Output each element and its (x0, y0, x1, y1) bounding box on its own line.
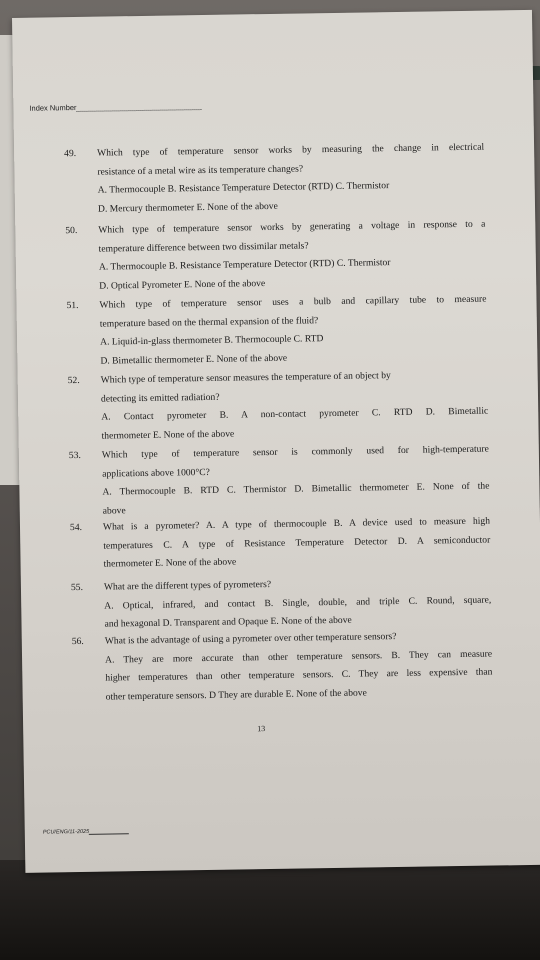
question-line: detecting its emitted radiation? (100, 391, 220, 405)
question-line: A. Optical, infrared, and contact B. Single, double, and triple C. Round, square, (104, 594, 492, 612)
question-line: A. Thermocouple B. Resistance Temperature Detector (RTD) C. Thermistor (97, 180, 390, 196)
question-line: above (102, 504, 126, 517)
question-number: 52. (67, 374, 80, 387)
question-line: resistance of a metal wire as its temperature changes? (97, 162, 304, 178)
bottom-shadow (0, 860, 540, 960)
question-number: 49. (64, 148, 77, 160)
question-line: Which type of temperature sensor uses a bulb and capillary tube to measure (99, 293, 487, 311)
question-text (101, 366, 489, 446)
question-item (66, 291, 487, 372)
question-text (97, 139, 485, 219)
question-item (72, 627, 493, 708)
question-line: other temperature sensors. D They are durable E. None of the above (105, 687, 367, 703)
index-number-field (29, 101, 201, 113)
question-line: A. Thermocouple B. RTD C. Thermistor D. Bimetallic thermometer E. None of the (102, 480, 490, 498)
question-line: Which type of temperature sensor measures the temperature of an object by (100, 370, 391, 386)
index-number-blank (77, 109, 202, 112)
question-item (70, 513, 491, 575)
question-line: D. Optical Pyrometer E. None of the above (99, 277, 266, 292)
question-line: thermometer E. None of the above (103, 556, 237, 570)
question-item (64, 139, 485, 220)
question-line: D. Mercury thermometer E. None of the above (97, 200, 278, 215)
question-item (71, 573, 492, 635)
question-number: 54. (69, 521, 83, 534)
question-line: thermometer E. None of the above (101, 428, 235, 442)
question-text (102, 441, 490, 521)
question-line: A. They are more accurate than other temperature sensors. B. They can measure (105, 648, 493, 666)
footer-code-text: PCU/ENG/11-2025 (42, 828, 90, 836)
question-line: What is a pyrometer? A. A type of thermocouple B. A device used to measure high (102, 515, 491, 533)
question-line: temperature based on the thermal expansion of the fluid? (99, 314, 319, 330)
question-line: and hexagonal D. Transparent and Opaque E. None of the above (104, 614, 352, 630)
question-number: 50. (65, 225, 78, 237)
question-number: 56. (71, 635, 84, 648)
question-number: 51. (66, 299, 79, 312)
question-text (103, 513, 491, 575)
question-line: Which type of temperature sensor works by measuring the change in electrical (97, 141, 485, 159)
question-line: A. Thermocouple B. Resistance Temperature Detector (RTD) C. Thermistor (98, 257, 391, 273)
question-line: higher temperatures than other temperature sensors. C. They are less expensive than (105, 666, 493, 684)
question-line: D. Bimetallic thermometer E. None of the above (100, 352, 288, 367)
footer-line (89, 833, 129, 835)
exam-page (12, 10, 540, 873)
question-text (105, 627, 493, 707)
question-item (65, 216, 486, 297)
question-line: What are the different types of pyrometers? (103, 579, 272, 593)
question-text (99, 291, 487, 371)
question-text (98, 216, 486, 296)
question-item (69, 441, 490, 522)
question-line: A. Liquid-in-glass thermometer B. Thermocouple C. RTD (100, 333, 324, 348)
question-number: 53. (68, 449, 81, 462)
footer-code (43, 828, 129, 835)
question-line: temperature difference between two dissimilar metals? (98, 239, 309, 255)
page-number: 13 (257, 724, 266, 734)
question-line: Which type of temperature sensor works by generating a voltage in response to a (98, 218, 486, 236)
question-line: temperatures C. A type of Resistance Temperature Detector D. A semiconductor (103, 534, 491, 552)
question-line: applications above 1000°C? (102, 466, 210, 480)
question-line: A. Contact pyrometer B. A non-contact pyrometer C. RTD D. Bimetallic (101, 405, 489, 423)
question-item (68, 366, 489, 447)
question-line: Which type of temperature sensor is commonly used for high-temperature (101, 443, 489, 461)
question-number: 55. (70, 581, 84, 594)
question-line: What is the advantage of using a pyrometer over other temperature sensors? (104, 631, 397, 647)
question-text (104, 573, 492, 635)
index-number-label: Index Number (29, 102, 77, 113)
